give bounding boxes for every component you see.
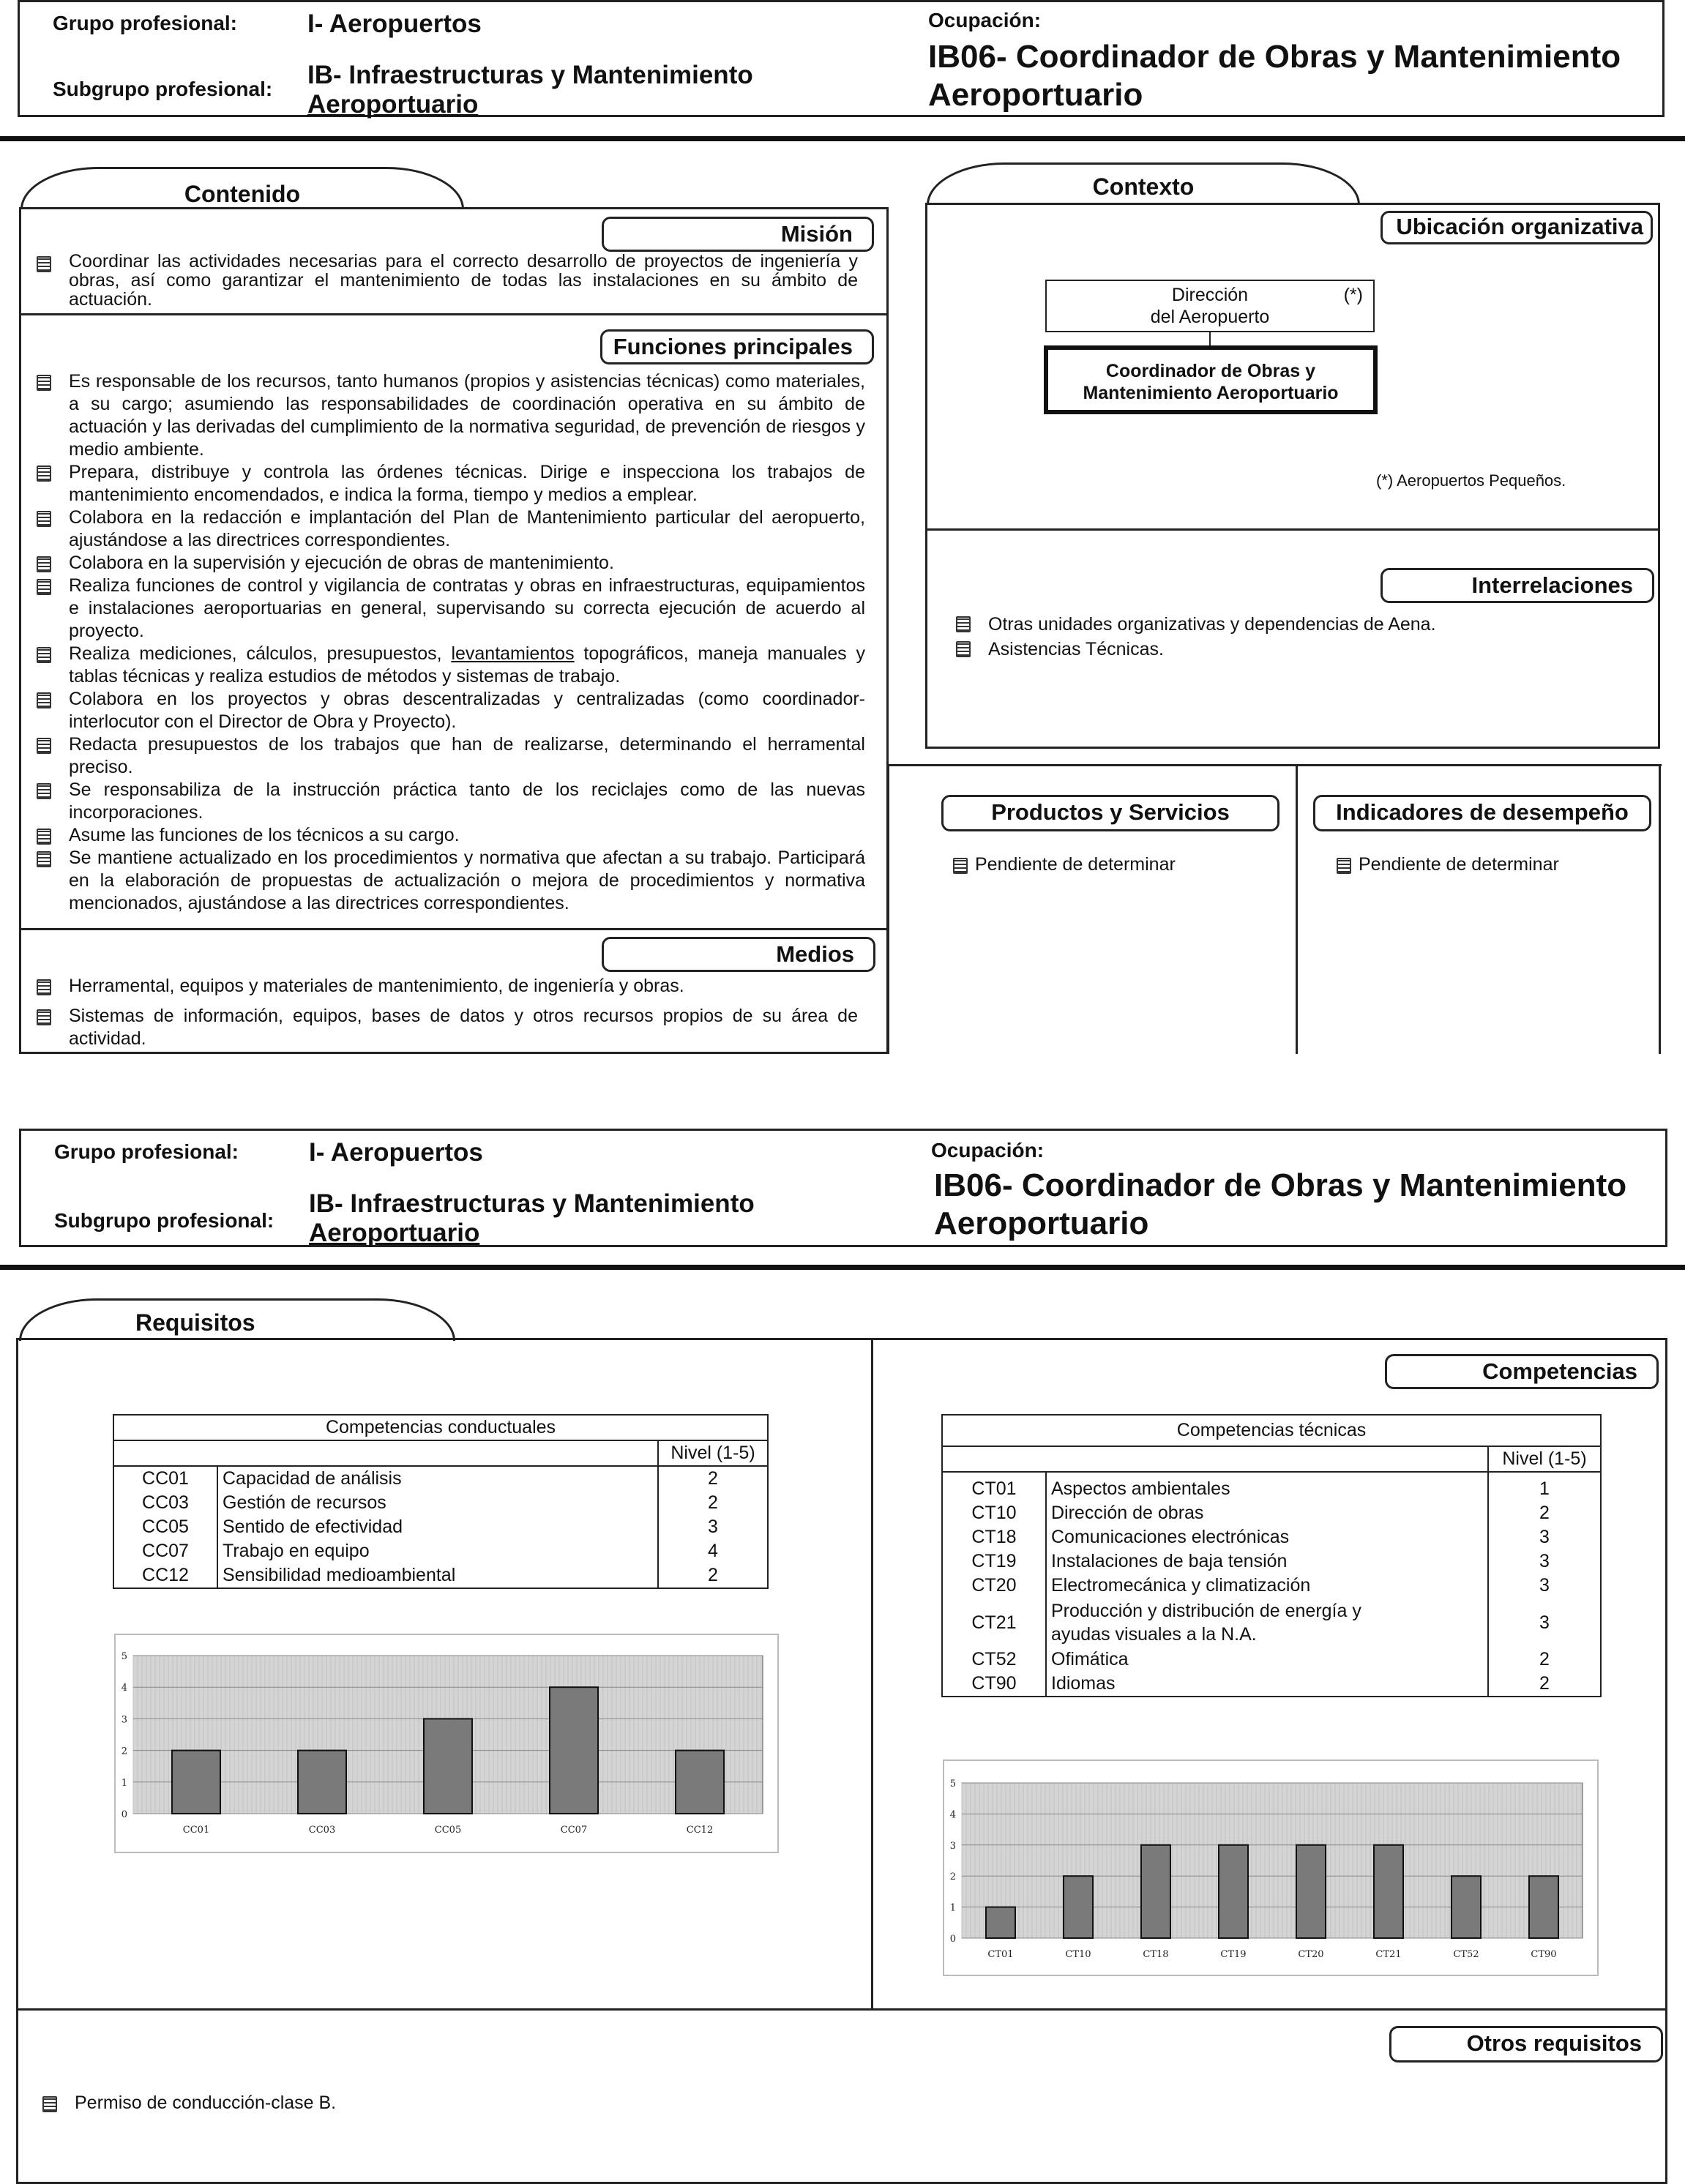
requisitos-tab-label: Requisitos xyxy=(135,1309,255,1336)
ct-code: CT01 xyxy=(942,1472,1046,1501)
subgrupo-label-2: Subgrupo profesional: xyxy=(54,1209,274,1232)
funcion-mediciones-underlined: levantamientos xyxy=(451,643,575,664)
cc-bar xyxy=(676,1751,724,1814)
header-rule-1 xyxy=(0,136,1685,141)
ct-level: 2 xyxy=(1488,1672,1601,1697)
otros-item: Permiso de conducción-clase B. xyxy=(41,2092,773,2114)
tecnicas-chart xyxy=(943,1759,1599,1976)
cc-level: 3 xyxy=(658,1515,768,1539)
ct-y-tick-label: 5 xyxy=(949,1779,956,1790)
tecnicas-chart-svg xyxy=(944,1761,1597,1975)
ct-code: CT10 xyxy=(942,1501,1046,1525)
otros-title: Otros requisitos xyxy=(1389,2026,1663,2063)
ct-level: 3 xyxy=(1488,1525,1601,1549)
contenido-tab: Contenido xyxy=(20,167,464,209)
org-parent-box xyxy=(1045,280,1375,332)
org-note: (*) Aeropuertos Pequeños. xyxy=(1376,471,1566,490)
cc-name: Gestión de recursos xyxy=(217,1491,658,1515)
cc-y-tick-label: 4 xyxy=(121,1683,127,1694)
cc-y-tick-label: 2 xyxy=(121,1746,127,1757)
subgrupo-value-2-line2: Aeroportuario xyxy=(309,1219,480,1247)
cc-name: Trabajo en equipo xyxy=(217,1539,658,1563)
ocupacion-label-2: Ocupación: xyxy=(931,1139,1045,1162)
cc-x-tick-label: CC07 xyxy=(560,1825,588,1836)
ct-y-tick-label: 0 xyxy=(949,1934,956,1945)
interrelaciones-title: Interrelaciones xyxy=(1380,568,1654,603)
cc-level: 4 xyxy=(658,1539,768,1563)
productos-title: Productos y Servicios xyxy=(941,795,1279,831)
productos-left-rule xyxy=(887,764,889,1054)
requisitos-tab xyxy=(19,1298,455,1341)
funcion-item: Prepara, distribuye y controla las órdenes técnicas. Dirige e inspecciona los trabajos de mantenimiento encomendados, e indica la forma, tiempo y medios a emplear. xyxy=(35,461,865,506)
ct-level: 3 xyxy=(1488,1598,1601,1648)
productos-mid-rule xyxy=(1296,764,1298,1054)
ct-x-tick-label: CT10 xyxy=(1065,1949,1091,1960)
cc-y-tick-label: 0 xyxy=(121,1809,127,1820)
ct-bar xyxy=(986,1907,1015,1938)
ct-level: 2 xyxy=(1488,1501,1601,1525)
cc-bar xyxy=(172,1751,220,1814)
mision-divider xyxy=(19,313,889,315)
org-connector xyxy=(1209,332,1211,345)
cc-code: CC03 xyxy=(113,1491,217,1515)
ct-x-tick-label: CT18 xyxy=(1143,1949,1169,1960)
ct-name: Aspectos ambientales xyxy=(1046,1472,1488,1501)
cc-level: 2 xyxy=(658,1563,768,1588)
conductuales-title: Competencias conductuales xyxy=(113,1415,768,1440)
grupo-label-2: Grupo profesional: xyxy=(54,1140,239,1163)
conductuales-table xyxy=(113,1414,769,1589)
cc-bar xyxy=(298,1751,346,1814)
cc-name: Sentido de efectividad xyxy=(217,1515,658,1539)
ct-y-tick-label: 4 xyxy=(949,1809,956,1821)
medios-title: Medios xyxy=(602,937,875,972)
medios-list xyxy=(35,975,858,1050)
subgrupo-label: Subgrupo profesional: xyxy=(53,78,273,100)
interrelaciones-list xyxy=(954,612,1613,662)
ct-x-tick-label: CT90 xyxy=(1531,1949,1557,1960)
contexto-tab: Contexto xyxy=(927,162,1360,205)
ct-name-line1: Producción y distribución de energía y xyxy=(1051,1601,1361,1621)
conductuales-chart xyxy=(114,1634,779,1853)
tecnicas-nivel-header: Nivel (1-5) xyxy=(1488,1446,1601,1472)
medios-item: Herramental, equipos y materiales de mantenimiento, de ingeniería y obras. xyxy=(35,975,858,998)
ct-bar xyxy=(1064,1876,1093,1938)
org-parent-mark: (*) xyxy=(1343,285,1363,305)
grupo-label: Grupo profesional: xyxy=(53,12,237,34)
subgrupo-value-2-line1: IB- Infraestructuras y Mantenimiento xyxy=(309,1189,755,1218)
mision-title: Misión xyxy=(602,217,874,252)
ct-bar xyxy=(1374,1845,1403,1938)
org-parent-line2: del Aeropuerto xyxy=(1150,307,1270,327)
grupo-value: I- Aeropuertos xyxy=(307,10,482,38)
ct-x-tick-label: CT21 xyxy=(1375,1949,1402,1960)
ct-code: CT18 xyxy=(942,1525,1046,1549)
ct-bar xyxy=(1529,1876,1558,1938)
indicadores-list xyxy=(1335,853,1643,876)
cc-level: 2 xyxy=(658,1466,768,1491)
ct-name-line2: ayudas visuales a la N.A. xyxy=(1051,1624,1257,1645)
ct-y-tick-label: 3 xyxy=(949,1840,956,1852)
funciones-divider xyxy=(19,928,889,930)
cc-y-tick-label: 1 xyxy=(121,1777,127,1789)
cc-y-tick-label: 5 xyxy=(121,1651,127,1662)
indicadores-item: Pendiente de determinar xyxy=(1335,853,1643,876)
tecnicas-title: Competencias técnicas xyxy=(942,1415,1601,1446)
medios-item: Sistemas de información, equipos, bases de datos y otros recursos propios de su área de actividad. xyxy=(35,1005,858,1050)
mision-text xyxy=(35,252,858,309)
ct-code: CT52 xyxy=(942,1648,1046,1672)
interrelacion-item: Asistencias Técnicas. xyxy=(954,637,1613,662)
funcion-item xyxy=(35,643,865,688)
grupo-value-2: I- Aeropuertos xyxy=(309,1138,483,1167)
ct-name: Idiomas xyxy=(1046,1672,1488,1697)
cc-x-tick-label: CC05 xyxy=(434,1825,462,1836)
cc-y-tick-label: 3 xyxy=(121,1714,127,1726)
funcion-item: Colabora en los proyectos y obras descentralizadas y centralizadas (como coordinador-interlocutor con el Director de Obra y Proyecto). xyxy=(35,688,865,733)
ct-level: 3 xyxy=(1488,1574,1601,1598)
funciones-title: Funciones principales xyxy=(600,329,874,364)
header-rule-2 xyxy=(0,1265,1685,1270)
conductuales-nivel-header: Nivel (1-5) xyxy=(658,1440,768,1466)
funcion-item: Colabora en la redacción e implantación del Plan de Mantenimiento particular del aeropuerto, ajustándose a las directrices correspondientes. xyxy=(35,506,865,552)
ubicacion-divider xyxy=(925,528,1660,531)
productos-right-rule xyxy=(1659,764,1661,1054)
ct-x-tick-label: CT20 xyxy=(1298,1949,1324,1960)
subgrupo-value-line1: IB- Infraestructuras y Mantenimiento xyxy=(307,61,753,89)
ct-y-tick-label: 2 xyxy=(949,1871,956,1883)
funcion-item: Asume las funciones de los técnicos a su cargo. xyxy=(35,824,865,847)
ct-bar xyxy=(1141,1845,1170,1938)
org-parent-line1: Dirección xyxy=(1171,285,1249,305)
cc-name: Capacidad de análisis xyxy=(217,1466,658,1491)
ct-y-tick-label: 1 xyxy=(949,1902,956,1914)
indicadores-title: Indicadores de desempeño xyxy=(1313,795,1651,831)
cc-level: 2 xyxy=(658,1491,768,1515)
ct-x-tick-label: CT52 xyxy=(1453,1949,1479,1960)
ct-code: CT21 xyxy=(942,1598,1046,1648)
requisitos-mid-rule xyxy=(871,1338,873,2010)
mision-bullet: Coordinar las actividades necesarias para el correcto desarrollo de proyectos de ingeniería y obras, así como garantizar el mantenimiento de todas las instalaciones en su ámbito de actuación. xyxy=(35,252,858,309)
cc-code: CC12 xyxy=(113,1563,217,1588)
funcion-mediciones-pre: Realiza mediciones, cálculos, presupuestos, xyxy=(69,643,452,664)
funcion-item: Colabora en la supervisión y ejecución de obras de mantenimiento. xyxy=(35,552,865,575)
org-child-line2: Mantenimiento Aeroportuario xyxy=(1083,383,1339,403)
ct-x-tick-label: CT01 xyxy=(987,1949,1014,1960)
tecnicas-table xyxy=(941,1414,1602,1697)
requisitos-bottom-rule xyxy=(16,2008,1667,2011)
ct-plot-area xyxy=(962,1783,1583,1938)
ct-name: Electromecánica y climatización xyxy=(1046,1574,1488,1598)
cc-x-tick-label: CC03 xyxy=(308,1825,336,1836)
cc-bar xyxy=(550,1687,598,1814)
ct-bar xyxy=(1296,1845,1326,1938)
conductuales-chart-svg xyxy=(116,1635,777,1852)
cc-code: CC01 xyxy=(113,1466,217,1491)
funcion-item: Se mantiene actualizado en los procedimientos y normativa que afectan a su trabajo. Participará en la elaboración de propuestas de actualización o mejora de procedimientos y normativa mencionados, ajustándose a las directrices correspondientes. xyxy=(35,847,865,915)
ubicacion-title: Ubicación organizativa xyxy=(1380,211,1653,244)
ct-name: Ofimática xyxy=(1046,1648,1488,1672)
ocupacion-title-line1: IB06- Coordinador de Obras y Mantenimiento xyxy=(928,39,1621,75)
ocupacion-title-line2: Aeroportuario xyxy=(928,77,1143,113)
ct-code: CT20 xyxy=(942,1574,1046,1598)
ct-level: 3 xyxy=(1488,1549,1601,1574)
competencias-title: Competencias xyxy=(1385,1354,1659,1389)
funcion-item: Realiza funciones de control y vigilancia de contratas y obras en infraestructuras, equipamientos e instalaciones aeroportuarias en general, supervisando su correcta ejecución de acuerdo al proyecto. xyxy=(35,575,865,643)
org-child-line1: Coordinador de Obras y xyxy=(1105,361,1316,381)
cc-code: CC05 xyxy=(113,1515,217,1539)
ct-name: Instalaciones de baja tensión xyxy=(1046,1549,1488,1574)
ocupacion-title-2-line1: IB06- Coordinador de Obras y Mantenimiento xyxy=(934,1167,1627,1203)
ct-code: CT19 xyxy=(942,1549,1046,1574)
productos-top-rule xyxy=(889,764,1662,766)
ct-code: CT90 xyxy=(942,1672,1046,1697)
funcion-item: Es responsable de los recursos, tanto humanos (propios y asistencias técnicas) como materiales, a su cargo; asumiendo las responsabilidades de coordinación operativa en su ámbito de actuación y las derivadas del cumplimiento de la normativa seguridad, de prevención de riesgos y medio ambiente. xyxy=(35,370,865,461)
cc-code: CC07 xyxy=(113,1539,217,1563)
ocupacion-label: Ocupación: xyxy=(928,9,1042,31)
productos-item: Pendiente de determinar xyxy=(952,853,1281,876)
cc-x-tick-label: CC12 xyxy=(686,1825,714,1836)
cc-x-tick-label: CC01 xyxy=(182,1825,210,1836)
funcion-item: Redacta presupuestos de los trabajos que han de realizarse, determinando el herramental preciso. xyxy=(35,733,865,779)
cc-name: Sensibilidad medioambiental xyxy=(217,1563,658,1588)
ct-level: 2 xyxy=(1488,1648,1601,1672)
org-child-box xyxy=(1044,345,1378,414)
ocupacion-title-2-line2: Aeroportuario xyxy=(934,1205,1149,1241)
interrelacion-item: Otras unidades organizativas y dependencias de Aena. xyxy=(954,612,1613,637)
cc-bar xyxy=(424,1719,472,1814)
ct-bar xyxy=(1452,1876,1481,1938)
funcion-mediciones-post: topográficos, maneja manuales y tablas técnicas y realiza estudios de métodos y sistemas de trabajo. xyxy=(69,643,865,687)
ct-bar xyxy=(1219,1845,1248,1938)
funcion-item: Se responsabiliza de la instrucción práctica tanto de los reciclajes como de las nuevas incorporaciones. xyxy=(35,779,865,824)
funciones-list xyxy=(35,370,865,915)
otros-list xyxy=(41,2092,773,2114)
ct-name: Comunicaciones electrónicas xyxy=(1046,1525,1488,1549)
subgrupo-value-line2: Aeroportuario xyxy=(307,90,479,119)
productos-list xyxy=(952,853,1281,876)
ct-x-tick-label: CT19 xyxy=(1220,1949,1247,1960)
ct-name: Dirección de obras xyxy=(1046,1501,1488,1525)
ct-level: 1 xyxy=(1488,1472,1601,1501)
ct-name xyxy=(1046,1598,1488,1648)
